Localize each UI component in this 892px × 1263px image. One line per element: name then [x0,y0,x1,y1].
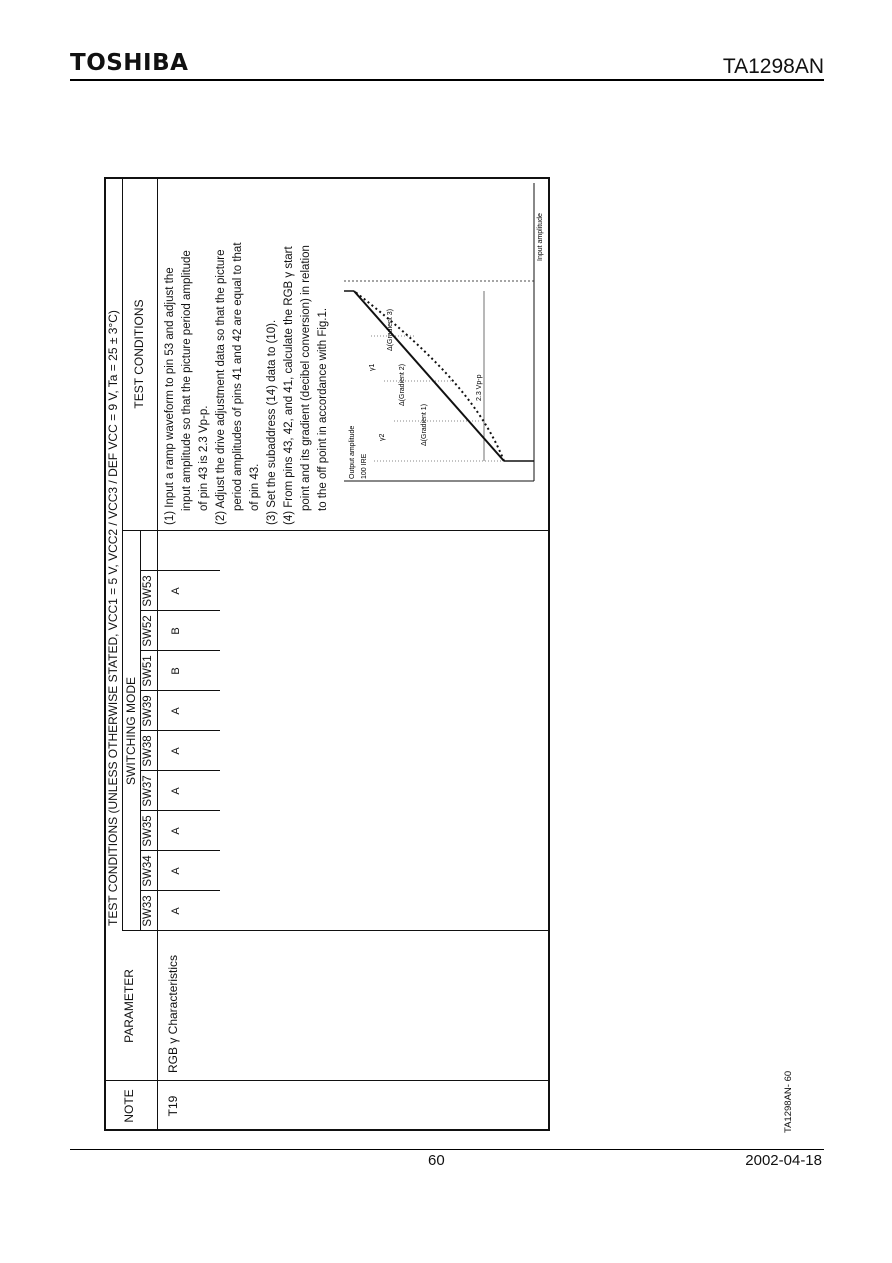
switching-mode-header: SWITCHING MODE [124,677,138,785]
switch-value: A [170,867,182,875]
toshiba-logo: TOSHIBA [70,50,189,76]
switch-value: A [170,827,182,835]
note-value: T19 [166,1095,180,1117]
input-label: Input amplitude [537,213,544,261]
condition-line: to the off point in accordance with Fig.1. [317,307,329,511]
parameter-value: RGB γ Characteristics [166,954,180,1073]
switch-value: A [170,787,182,795]
switch-label: SW35 [142,815,154,847]
vpp-label: 2.3 Vp-p [476,374,483,401]
gradient-label: Δ(Gradient 3) [387,308,394,351]
switch-value: B [170,627,182,635]
switch-label: SW51 [142,655,154,687]
switch-end-divider [122,530,550,531]
gradient-label: Δ(Gradient 1) [421,403,428,446]
footer-rule [70,1149,824,1150]
header-divider [157,177,158,1131]
switch-label: SW38 [142,735,154,767]
title-divider [122,177,123,931]
test-conditions-table [104,177,550,1131]
page-number: 60 [428,1152,445,1169]
condition-line: of pin 43. [249,463,261,511]
gamma-label: γ1 [369,363,376,371]
test-conditions-header: TEST CONDITIONS [132,299,146,409]
gradient-label: Δ(Gradient 2) [399,363,406,406]
switch-label: SW53 [142,575,154,607]
switch-value: A [170,707,182,715]
gamma-figure [334,181,544,501]
header-rule [70,79,824,81]
conditions-title: TEST CONDITIONS (UNLESS OTHERWISE STATED, VCC1 = 5 V, VCC2 / VCC3 / DEF VCC = 9 V, Ta = 25 ± 3°C) [106,310,120,926]
switch-value: A [170,907,182,915]
condition-line: of pin 43 is 2.3 Vp-p. [198,405,210,511]
switch-value: A [170,587,182,595]
part-number: TA1298AN [722,55,824,78]
switch-label: SW34 [142,855,154,887]
condition-line: (2) Adjust the drive adjustment data so that the picture [215,249,227,525]
switch-value: A [170,747,182,755]
param-divider [122,930,550,931]
gamma-label: γ2 [379,433,386,441]
switch-label: SW37 [142,775,154,807]
page-date: 2002-04-18 [745,1152,822,1169]
condition-line: period amplitudes of pins 41 and 42 are equal to that [232,242,244,511]
condition-line: point and its gradient (decibel conversion) in relation [300,245,312,511]
condition-line: (3) Set the subaddress (14) data to (10). [266,319,278,525]
ire-label: 100 IRE [361,453,368,479]
condition-line: (4) From pins 43, 42, and 41, calculate the RGB γ start [283,246,295,525]
note-header: NOTE [122,1089,136,1123]
condition-line: (1) Input a ramp waveform to pin 53 and adjust the [164,267,176,525]
y-axis-label: Output amplitude [349,425,356,479]
switch-label: SW52 [142,615,154,647]
condition-line: input amplitude so that the picture period amplitude [181,250,193,511]
switch-value: B [170,667,182,675]
switch-divider [140,531,141,931]
switch-label: SW39 [142,695,154,727]
parameter-header: PARAMETER [122,969,136,1043]
switch-label: SW33 [142,895,154,927]
side-page-code: TA1298AN- 60 [783,1070,794,1133]
